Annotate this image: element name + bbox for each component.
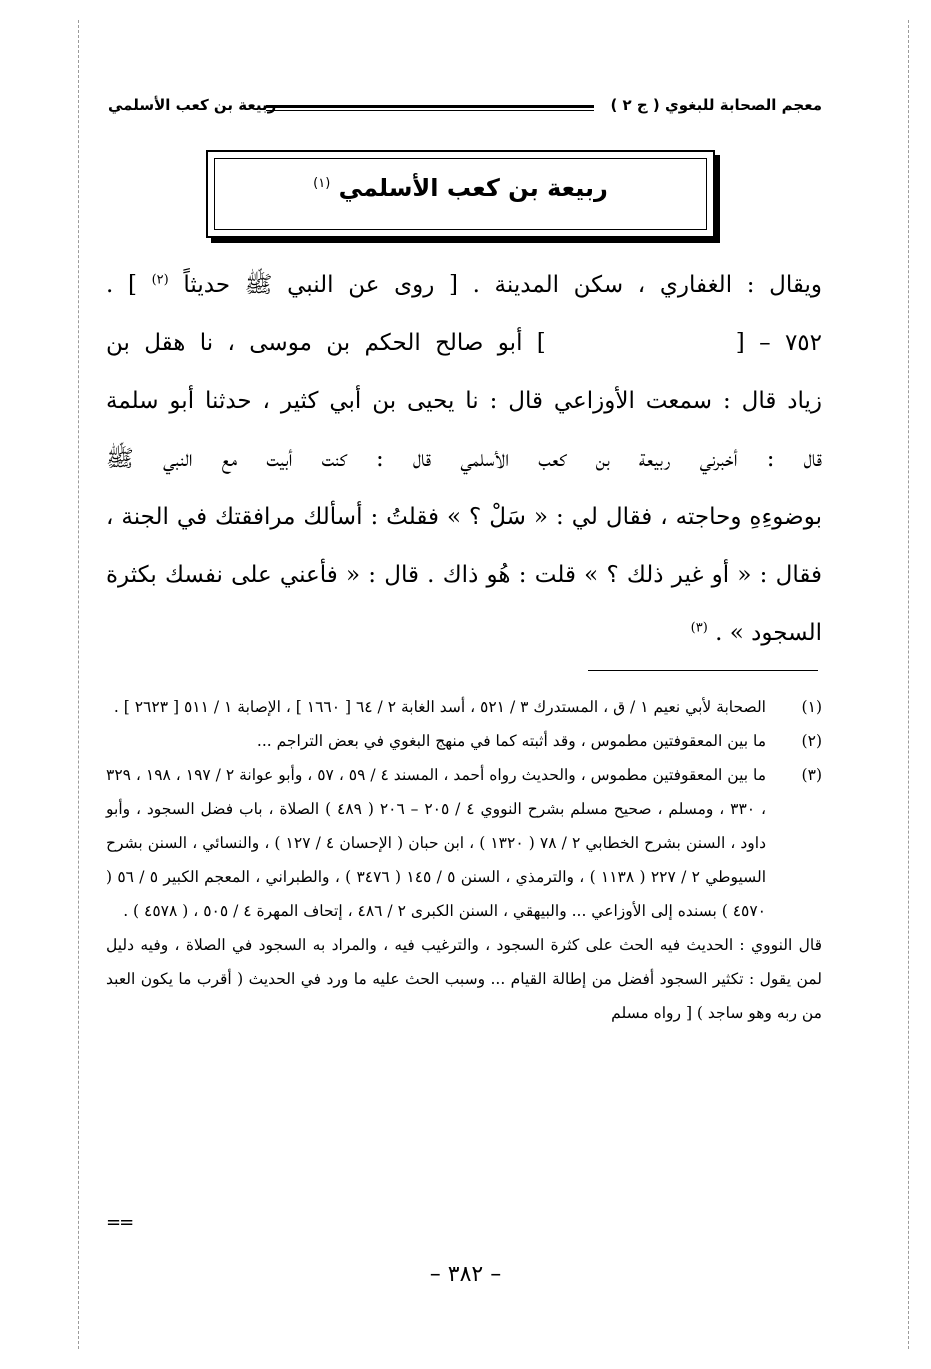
- body-line: فقال : « أو غير ذلك ؟ » قلت : هُو ذاك . قال : « فأعني على نفسك بكثرة: [106, 562, 822, 588]
- body-line-2: ] أبو صالح الحكم بن موسى ، نا هقل بن: [106, 330, 546, 356]
- continuation-mark: ==: [106, 1212, 133, 1233]
- chapter-title-box: [206, 150, 715, 238]
- footnote-text: الصحابة لأبي نعيم ١ / ق ، المستدرك ٣ / ٥٢١ ، أسد الغابة ٢ / ٦٤ [ ١٦٦٠ ] ، الإصابة ١ / ٥١١ [ ٢٦٢٣ ] .: [113, 698, 766, 716]
- body-line: [106, 604, 822, 662]
- footnote-number: (٢): [801, 732, 822, 750]
- header-section-title: ربيعة بن كعب الأسلمي: [108, 96, 277, 114]
- footnote-number: (١): [801, 698, 822, 716]
- scan-edge-right: [908, 20, 909, 1349]
- body-line-1-end: ] .: [106, 272, 137, 298]
- body-line: زياد قال : سمعت الأوزاعي قال : نا يحيى بن أبي كثير ، حدثنا أبو سلمة: [106, 388, 822, 414]
- footnote-text: ما بين المعقوفتين مطموس ، وقد أثبته كما في منهج البغوي في بعض التراجم ...: [256, 732, 766, 750]
- body-line-7: السجود » .: [715, 620, 822, 646]
- body-line: [106, 314, 822, 372]
- body-line: بوضوءِهِ وحاجته ، فقال لي : « سَلْ ؟ » فقلتُ : أسألك مرافقتك في الجنة ،: [106, 504, 822, 530]
- chapter-title-footnote-ref: (١): [313, 176, 331, 191]
- body-line: [106, 256, 822, 314]
- footnote-text: ما بين المعقوفتين مطموس ، والحديث رواه أحمد ، المسند ٤ / ٥٩ ، ٥٧ ، وأبو عوانة ٢ / ١٩٧ ، ١٩٨ ، ٣٢٩ ، ٣٣٠ ، ومسلم ، صحيح مسلم بشرح النووي ٤ / ٢٠٥ – ٢٠٦ ( ٤٨٩ ) الصلاة ، باب فضل السجود ، وأبو داود ، السنن بشرح الخطابي ٢ / ٧٨ ( ١٣٢٠ ) ، ابن حبان ( الإحسان ٤ / ١٢٧ ) ، والنسائي ، السنن بشرح السيوطي ٢ / ٢٢٧ ( ١١٣٨ ) ، والترمذي ، السنن ٥ / ١٤٥ ( ٣٤٧٦ ) ، والطبراني ، المعجم الكبير ٥ / ٥٦ ( ٤٥٧٠ ) بسنده إلى الأوزاعي ... والبيهقي ، السنن الكبرى ٢ / ٤٨٦ ، إتحاف المهرة ٤ / ٥٠٥ ، ( ٤٥٧٨ ) .: [106, 766, 767, 920]
- footnote-3: [106, 758, 822, 928]
- footnote-separator: [588, 670, 818, 671]
- footnote-ref-2: (٢): [151, 272, 169, 288]
- chapter-title: [208, 174, 713, 202]
- footnote-2: [106, 724, 822, 758]
- footnote-ref-3: (٣): [690, 620, 708, 636]
- nawawi-commentary: قال النووي : الحديث فيه الحث على كثرة السجود ، والترغيب فيه ، والمراد به السجود في الصلاة ، وفيه دليل لمن يقول : تكثير السجود أفضل من إطالة القيام ... وسبب الحث عليه ما ورد في الحديث ( أقرب ما يكون العبد من ربه وهو ساجد ) [ رواه مسلم: [106, 936, 822, 1022]
- scan-edge-left: [78, 20, 79, 1349]
- main-text: [106, 256, 822, 662]
- chapter-title-text: ربيعة بن كعب الأسلمي: [338, 174, 608, 202]
- body-line: قال : أخبرني ربيعة بن كعب الأسلمي قال : كنت أبيت مع النبي ﷺ: [106, 446, 822, 472]
- body-line-1: ويقال : الغفاري ، سكن المدينة . [ روى عن النبي ﷺ حديثاً: [183, 272, 822, 298]
- footnotes: [106, 690, 822, 1030]
- header-book-title: معجم الصحابة للبغوي ( ج ٢ ): [610, 96, 822, 114]
- page-number: – ٣٨٢ –: [429, 1262, 502, 1287]
- hadith-number: ٧٥٢ – [: [735, 330, 822, 356]
- running-header: [108, 94, 822, 124]
- footnote-number: (٣): [801, 766, 822, 784]
- footnote-1: [106, 690, 822, 724]
- header-rule: [266, 105, 594, 111]
